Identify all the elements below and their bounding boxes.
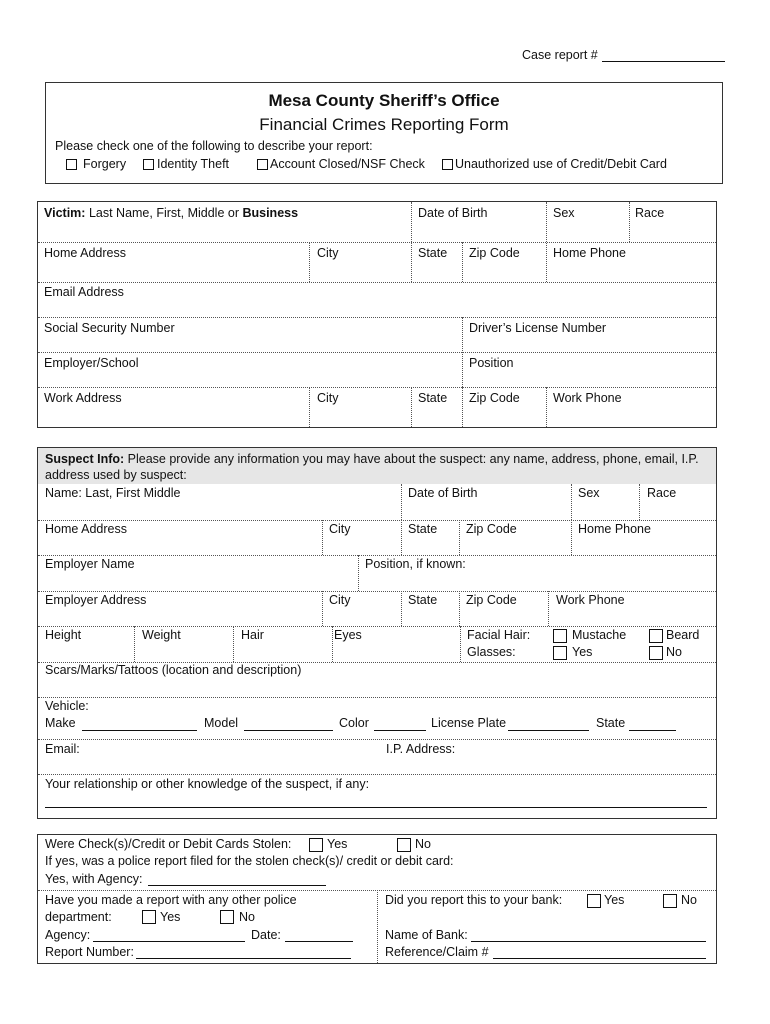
- vehicle-state-label: State: [596, 716, 626, 730]
- identity-theft-checkbox[interactable]: [143, 159, 154, 170]
- suspect-employer-city-field[interactable]: City: [329, 593, 351, 607]
- facial-hair-label: Facial Hair:: [467, 628, 531, 642]
- color-field[interactable]: [374, 717, 426, 731]
- suspect-work-phone-field[interactable]: Work Phone: [556, 593, 625, 607]
- victim-label: Victim:: [44, 206, 86, 220]
- victim-section: [37, 201, 717, 428]
- suspect-race-field[interactable]: Race: [647, 486, 677, 500]
- stolen-yes-label: Yes: [327, 837, 348, 851]
- agency-field[interactable]: [93, 928, 245, 942]
- police-report-question: If yes, was a police report filed for the stolen check(s)/ credit or debit card:: [45, 854, 454, 868]
- forgery-checkbox[interactable]: [66, 159, 77, 170]
- mustache-label: Mustache: [572, 628, 627, 642]
- unauthorized-use-checkbox[interactable]: [442, 159, 453, 170]
- forgery-label: Forgery: [83, 157, 127, 171]
- suspect-zip-field[interactable]: Zip Code: [466, 522, 517, 536]
- victim-email-field[interactable]: Email Address: [44, 285, 124, 299]
- suspect-city-field[interactable]: City: [329, 522, 351, 536]
- beard-checkbox[interactable]: [649, 629, 663, 643]
- victim-name-label: Last Name, First, Middle or: [88, 206, 239, 220]
- stolen-question: Were Check(s)/Credit or Debit Cards Stolen:: [45, 837, 292, 851]
- suspect-intro-text: Please provide any information you may have about the suspect: any name, address, phone, email, I.P.: [127, 452, 699, 466]
- date-label: Date:: [251, 928, 281, 942]
- vehicle-state-field[interactable]: [629, 717, 676, 731]
- suspect-home-address-field[interactable]: Home Address: [45, 522, 127, 536]
- bank-name-label: Name of Bank:: [385, 928, 468, 942]
- victim-race-field[interactable]: Race: [635, 206, 665, 220]
- date-field[interactable]: [285, 928, 353, 942]
- suspect-intro: [45, 452, 699, 467]
- suspect-dob-field[interactable]: Date of Birth: [408, 486, 478, 500]
- suspect-section: [37, 447, 717, 819]
- victim-work-state-field[interactable]: State: [418, 391, 448, 405]
- stolen-no-label: No: [415, 837, 431, 851]
- header-box: [45, 82, 723, 184]
- bank-no-checkbox[interactable]: [663, 894, 677, 908]
- victim-work-city-field[interactable]: City: [317, 391, 339, 405]
- victim-ssn-field[interactable]: Social Security Number: [44, 321, 175, 335]
- color-label: Color: [339, 716, 369, 730]
- relationship-field[interactable]: [45, 794, 707, 808]
- other-report-no-checkbox[interactable]: [220, 910, 234, 924]
- bank-name-field[interactable]: [471, 928, 706, 942]
- glasses-yes-label: Yes: [572, 645, 593, 659]
- other-report-no-label: No: [239, 910, 255, 924]
- glasses-yes-checkbox[interactable]: [553, 646, 567, 660]
- victim-sex-field[interactable]: Sex: [553, 206, 575, 220]
- make-label: Make: [45, 716, 76, 730]
- victim-business-label: Business: [242, 206, 299, 220]
- victim-dl-field[interactable]: Driver’s License Number: [469, 321, 607, 335]
- bank-yes-checkbox[interactable]: [587, 894, 601, 908]
- victim-work-address-field[interactable]: Work Address: [44, 391, 122, 405]
- suspect-eyes-field[interactable]: Eyes: [334, 628, 362, 642]
- beard-label: Beard: [666, 628, 700, 642]
- stolen-reports-section: [37, 834, 717, 964]
- victim-state-field[interactable]: State: [418, 246, 448, 260]
- suspect-name-field[interactable]: Name: Last, First Middle: [45, 486, 181, 500]
- suspect-label: Suspect Info:: [45, 452, 125, 466]
- license-plate-field[interactable]: [508, 717, 589, 731]
- unauthorized-use-label: Unauthorized use of Credit/Debit Card: [455, 157, 667, 171]
- stolen-yes-checkbox[interactable]: [309, 838, 323, 852]
- form-subtitle: Financial Crimes Reporting Form: [259, 115, 509, 134]
- victim-work-zip-field[interactable]: Zip Code: [469, 391, 520, 405]
- victim-city-field[interactable]: City: [317, 246, 339, 260]
- suspect-email-field[interactable]: Email:: [45, 742, 80, 756]
- bank-question: Did you report this to your bank:: [385, 893, 563, 907]
- agency-question-label: Yes, with Agency:: [45, 872, 143, 886]
- victim-home-address-field[interactable]: Home Address: [44, 246, 126, 260]
- identity-theft-label: Identity Theft: [157, 157, 230, 171]
- victim-employer-field[interactable]: Employer/School: [44, 356, 139, 370]
- suspect-ip-field[interactable]: I.P. Address:: [386, 742, 456, 756]
- report-number-label: Report Number:: [45, 945, 134, 959]
- vehicle-label: Vehicle:: [45, 699, 89, 713]
- victim-home-phone-field[interactable]: Home Phone: [553, 246, 626, 260]
- claim-field[interactable]: [493, 945, 706, 959]
- case-report-label: Case report #: [522, 48, 598, 62]
- stolen-no-checkbox[interactable]: [397, 838, 411, 852]
- other-report-yes-checkbox[interactable]: [142, 910, 156, 924]
- report-type-instruction: Please check one of the following to describe your report:: [55, 139, 373, 153]
- suspect-sex-field[interactable]: Sex: [578, 486, 600, 500]
- account-closed-checkbox[interactable]: [257, 159, 268, 170]
- license-plate-label: License Plate: [431, 716, 507, 730]
- glasses-no-label: No: [666, 645, 682, 659]
- suspect-state-field[interactable]: State: [408, 522, 438, 536]
- victim-position-field[interactable]: Position: [469, 356, 514, 370]
- relationship-label: Your relationship or other knowledge of the suspect, if any:: [45, 777, 370, 791]
- suspect-hair-field[interactable]: Hair: [241, 628, 264, 642]
- page-title: Mesa County Sheriff’s Office: [268, 91, 500, 110]
- model-label: Model: [204, 716, 239, 730]
- glasses-label: Glasses:: [467, 645, 516, 659]
- suspect-employer-zip-field[interactable]: Zip Code: [466, 593, 517, 607]
- suspect-employer-name-field[interactable]: Employer Name: [45, 557, 135, 571]
- claim-label: Reference/Claim #: [385, 945, 489, 959]
- suspect-home-phone-field[interactable]: Home Phone: [578, 522, 651, 536]
- suspect-position-field[interactable]: Position, if known:: [365, 557, 466, 571]
- case-report-field[interactable]: [602, 48, 725, 62]
- victim-work-phone-field[interactable]: Work Phone: [553, 391, 622, 405]
- suspect-weight-field[interactable]: Weight: [142, 628, 181, 642]
- agency-label: Agency:: [45, 928, 91, 942]
- report-number-field[interactable]: [136, 945, 351, 959]
- account-closed-label: Account Closed/NSF Check: [270, 157, 425, 171]
- victim-name-field[interactable]: [44, 206, 298, 221]
- mustache-checkbox[interactable]: [553, 629, 567, 643]
- other-report-yes-label: Yes: [160, 910, 181, 924]
- glasses-no-checkbox[interactable]: [649, 646, 663, 660]
- department-label: department:: [45, 910, 112, 924]
- bank-no-label: No: [681, 893, 697, 907]
- suspect-intro-line2: address used by suspect:: [45, 468, 187, 482]
- suspect-scars-field[interactable]: Scars/Marks/Tattoos (location and description): [45, 663, 302, 677]
- model-field[interactable]: [244, 717, 333, 731]
- suspect-employer-state-field[interactable]: State: [408, 593, 438, 607]
- suspect-employer-address-field[interactable]: Employer Address: [45, 593, 147, 607]
- bank-yes-label: Yes: [604, 893, 625, 907]
- agency-question-field[interactable]: [148, 872, 326, 886]
- victim-dob-field[interactable]: Date of Birth: [418, 206, 488, 220]
- victim-zip-field[interactable]: Zip Code: [469, 246, 520, 260]
- suspect-height-field[interactable]: Height: [45, 628, 82, 642]
- other-report-question: Have you made a report with any other police: [45, 893, 297, 907]
- make-field[interactable]: [82, 717, 197, 731]
